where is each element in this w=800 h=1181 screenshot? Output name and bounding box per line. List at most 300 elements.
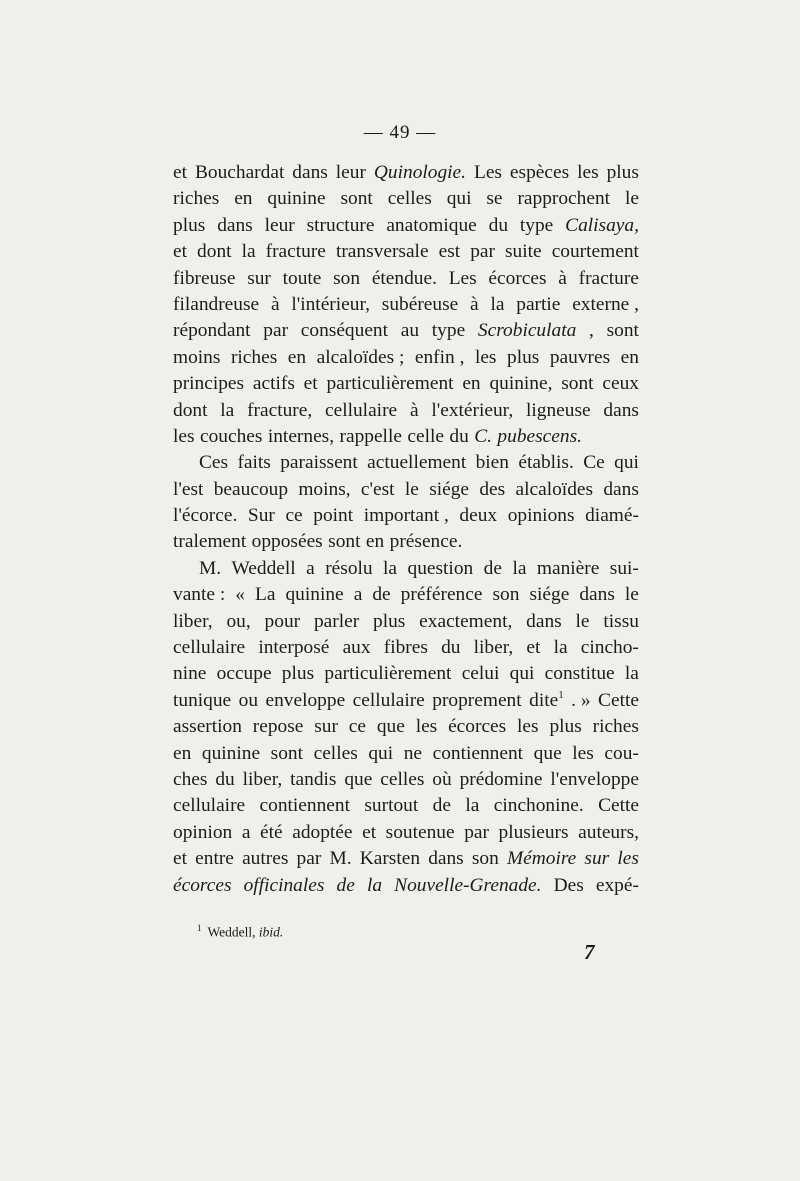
word-text: dans [579, 584, 615, 606]
word [326, 371, 453, 397]
word [484, 556, 502, 582]
word [173, 688, 231, 714]
word [280, 450, 358, 476]
word-text: son [492, 584, 520, 606]
word-text: en [620, 346, 639, 368]
word [362, 820, 376, 846]
word-text: contiennent [259, 795, 350, 817]
word-text: en [365, 531, 385, 553]
word-text: la [624, 663, 639, 685]
word-text: son [333, 267, 361, 289]
word [173, 239, 187, 265]
word [476, 450, 509, 476]
word-text: quinine, [489, 373, 553, 395]
word-text: plus [507, 346, 540, 368]
word-text: le [575, 610, 590, 632]
footnote [197, 919, 283, 942]
word-text: La [255, 584, 276, 606]
word [366, 529, 384, 555]
word-text: Karsten [359, 848, 421, 870]
word-text: actuellement [367, 452, 467, 474]
word [242, 239, 256, 265]
word-text: liber, [173, 610, 213, 632]
word-text: que [533, 742, 562, 764]
word [552, 239, 639, 265]
word-text: leur [264, 214, 295, 236]
word-text: prédomine [459, 768, 543, 790]
text-line [173, 239, 639, 265]
word [470, 292, 479, 318]
word-text: qui [446, 188, 472, 210]
word [173, 582, 225, 608]
text-line [173, 450, 639, 476]
word-text: riches [230, 346, 278, 368]
word [173, 345, 220, 371]
word [410, 398, 419, 424]
word-text: à [470, 293, 479, 315]
word [517, 714, 539, 740]
word-text: résolu [325, 557, 373, 579]
word [488, 266, 546, 292]
word [364, 503, 449, 529]
word-text: par [464, 821, 489, 843]
word-text: plus [173, 214, 206, 236]
word [199, 450, 228, 476]
word-text: en [462, 373, 481, 395]
word-text: et [362, 821, 377, 843]
word [408, 556, 474, 582]
word-text: M. [329, 848, 352, 870]
word-text: par [263, 320, 289, 342]
text-line [173, 767, 639, 793]
word [173, 529, 246, 555]
word-text: riches [592, 716, 639, 738]
word [517, 186, 610, 212]
text-line [173, 582, 639, 608]
word [614, 450, 639, 476]
word-text: dans [428, 848, 464, 870]
word [173, 609, 213, 635]
word-text: été [260, 821, 283, 843]
word [244, 873, 325, 899]
word-text: rappelle [339, 425, 402, 447]
word-text: Des [553, 874, 584, 896]
word-text: Quinologie. [373, 162, 467, 183]
word-text: fracture, [247, 399, 313, 421]
word [550, 345, 610, 371]
word [579, 582, 615, 608]
word-text: entre [195, 848, 234, 870]
word [489, 371, 552, 397]
word [173, 846, 187, 872]
word [197, 239, 231, 265]
word-text: où [432, 768, 452, 790]
word-text: l'extérieur, [431, 399, 514, 421]
word-text: cellulaire [352, 689, 425, 711]
word-text: contiennent [432, 742, 524, 764]
word-text: du [441, 637, 461, 659]
word-text: se [486, 188, 503, 210]
word-text: à [558, 267, 567, 289]
word [292, 160, 328, 186]
word [313, 503, 353, 529]
word-text: celui [461, 663, 500, 685]
word-text: répondant [173, 320, 251, 342]
word [518, 450, 573, 476]
word-text: expé- [595, 874, 639, 896]
word-text: particulièrement [324, 663, 452, 685]
word [202, 741, 260, 767]
word [234, 186, 252, 212]
word-text: tandis [290, 768, 337, 790]
word [237, 450, 270, 476]
word [401, 318, 419, 344]
word [499, 820, 569, 846]
word-text: la [490, 293, 505, 315]
word [325, 556, 372, 582]
word-text: et [526, 637, 541, 659]
word: dite1 [529, 688, 564, 714]
word-text: Cette [598, 689, 639, 711]
word [507, 345, 539, 371]
word-text: proprement [432, 689, 522, 711]
text-line [173, 741, 639, 767]
text-line [173, 609, 639, 635]
text-line [173, 345, 639, 371]
word [307, 213, 375, 239]
word-text: Ces [199, 452, 229, 474]
word [583, 450, 605, 476]
word-text: Cette [598, 795, 639, 817]
word-text: adoptée [292, 821, 353, 843]
text-line [173, 661, 639, 687]
signature-mark: 7 [584, 940, 595, 964]
word [173, 741, 191, 767]
word [271, 741, 303, 767]
word-text: dont [197, 241, 232, 263]
word [285, 582, 343, 608]
word-text: leur [335, 162, 366, 183]
word [235, 582, 245, 608]
word-text: la [383, 557, 398, 579]
word [465, 793, 479, 819]
word [508, 503, 575, 529]
word [377, 714, 405, 740]
word-text: et [173, 241, 187, 263]
word [625, 582, 639, 608]
word [253, 371, 295, 397]
word-text: diamé- [585, 505, 639, 527]
word [478, 318, 576, 344]
word [479, 477, 505, 503]
word [297, 846, 322, 872]
word [260, 820, 283, 846]
word [577, 160, 599, 186]
word [173, 266, 235, 292]
word-text: sur [314, 716, 338, 738]
word [336, 239, 429, 265]
word [526, 609, 562, 635]
word [260, 793, 350, 819]
word [267, 186, 325, 212]
word [610, 556, 639, 582]
word-text: plus [373, 610, 406, 632]
word [292, 820, 352, 846]
word-text: sont [561, 373, 594, 395]
word-text: Mémoire [506, 848, 577, 870]
word-text: tunique [173, 689, 232, 711]
word [470, 239, 495, 265]
word-text: surtout [364, 795, 419, 817]
word [596, 873, 639, 899]
word-text: moins, [298, 478, 351, 500]
word [383, 556, 397, 582]
word [317, 345, 405, 371]
word-text: dans [526, 610, 562, 632]
word-text: cou- [604, 742, 639, 764]
text-line [173, 398, 639, 424]
word-text: qui [614, 452, 639, 474]
word [497, 424, 582, 450]
word-text: étendue. [371, 267, 437, 289]
word [625, 661, 639, 687]
word-text: fibreuse [173, 267, 236, 289]
word [490, 292, 504, 318]
word-text: et [173, 162, 187, 183]
word [242, 820, 251, 846]
word-text: dont [173, 399, 208, 421]
word-text: transversale [335, 241, 429, 263]
word [232, 556, 296, 582]
word-text: conséquent [300, 320, 389, 342]
word [380, 767, 424, 793]
word-text: Sur [247, 505, 275, 527]
word-text: type [431, 320, 466, 342]
word [364, 793, 418, 819]
word-text: externe , [572, 293, 639, 315]
word [354, 582, 363, 608]
word-text: de [483, 557, 502, 579]
word [173, 503, 237, 529]
word-text: ches [173, 768, 208, 790]
word-text: à [270, 293, 280, 315]
body-text [173, 160, 639, 899]
word-text: les [572, 742, 594, 764]
word-text: le [624, 188, 639, 210]
word-text: et [173, 848, 187, 870]
word [367, 873, 382, 899]
word-text: C. [474, 425, 492, 447]
word [617, 846, 639, 872]
word [173, 424, 195, 450]
word [173, 160, 187, 186]
word-text: et [303, 373, 318, 395]
word [247, 398, 312, 424]
word-text: parler [313, 610, 360, 632]
word-text: la [366, 874, 383, 896]
word [173, 767, 207, 793]
word-text: sui- [609, 557, 639, 579]
text-line [173, 846, 639, 872]
word-text: du [449, 425, 469, 447]
word [486, 186, 502, 212]
word-text: partie [516, 293, 561, 315]
word-text: auteurs, [578, 821, 639, 843]
word [449, 424, 468, 450]
word-text: que [344, 768, 373, 790]
word [439, 239, 461, 265]
word-text: courtement [551, 241, 639, 263]
word-text: l'intérieur, [291, 293, 370, 315]
word [510, 160, 569, 186]
word-text: sur [584, 848, 610, 870]
word-text: deux [459, 505, 498, 527]
word-text: riches [173, 188, 220, 210]
word-text: subéreuse [381, 293, 459, 315]
word-text: l'est [173, 478, 204, 500]
word [214, 477, 288, 503]
word [537, 556, 599, 582]
word [372, 582, 390, 608]
word-text: dans [217, 214, 253, 236]
word-text: quinine [285, 584, 344, 606]
word [401, 582, 483, 608]
word [329, 846, 351, 872]
word-text: autres [242, 848, 289, 870]
text-line [173, 873, 639, 899]
text-line [173, 503, 639, 529]
word [432, 767, 451, 793]
word-text: important , [363, 505, 449, 527]
word [462, 661, 500, 687]
word-text: les [617, 848, 639, 870]
word [604, 741, 638, 767]
word-text: l'écorce. [173, 505, 238, 527]
word-text: constitue [544, 663, 615, 685]
word-text: la [220, 399, 235, 421]
word [516, 477, 594, 503]
word [475, 345, 497, 371]
word [268, 424, 334, 450]
word [534, 741, 562, 767]
word-text: a [353, 584, 363, 606]
word [494, 793, 584, 819]
word-text: ne [403, 742, 423, 764]
word [572, 741, 594, 767]
word [361, 477, 395, 503]
word [336, 160, 366, 186]
word [572, 292, 639, 318]
word-text: dite [529, 689, 559, 711]
word-text: préférence [400, 584, 483, 606]
word-text: sont [270, 742, 303, 764]
word-text: celles [313, 742, 358, 764]
word [526, 398, 591, 424]
word [589, 318, 594, 344]
word-text: Nouvelle-Grenade. [394, 874, 542, 896]
word-text: vante : [173, 584, 226, 606]
word [243, 767, 283, 793]
word-text: a [306, 557, 315, 579]
word-text: la [465, 795, 480, 817]
word-text: la [241, 241, 256, 263]
word [512, 556, 526, 582]
word-text: structure [306, 214, 375, 236]
word [298, 477, 350, 503]
text-line [173, 318, 639, 344]
word [314, 714, 338, 740]
word-text: de [336, 874, 355, 896]
word [507, 846, 576, 872]
word-text: faits [237, 452, 271, 474]
word-text: pubescens. [497, 425, 582, 447]
word [386, 213, 476, 239]
word [607, 318, 639, 344]
word [405, 477, 419, 503]
word [173, 661, 206, 687]
word [271, 292, 280, 318]
word-text: celle [407, 425, 444, 447]
word-text: quinine [201, 742, 261, 764]
word-text: Les [448, 267, 477, 289]
word [384, 635, 428, 661]
word-text: M. [199, 557, 222, 579]
word-text: ce [285, 505, 303, 527]
word-text: sont [606, 320, 639, 342]
word [429, 477, 469, 503]
word [301, 318, 388, 344]
word [386, 820, 455, 846]
word-text: tissu [603, 610, 639, 632]
word [288, 345, 306, 371]
word [374, 160, 466, 186]
text-line [173, 529, 639, 555]
word-text: couches [199, 425, 263, 447]
footnote-text: Weddell, [207, 924, 256, 940]
word [493, 582, 520, 608]
word-text: Weddell [231, 557, 296, 579]
word-text: actifs [252, 373, 295, 395]
word-text: la [553, 637, 568, 659]
word-text: paraissent [280, 452, 358, 474]
word [607, 160, 639, 186]
word-text: tralement [173, 531, 247, 553]
word [581, 635, 639, 661]
word [173, 793, 245, 819]
word [173, 213, 205, 239]
word [173, 820, 232, 846]
word [199, 556, 221, 582]
word-text: ou, [226, 610, 251, 632]
word-text: siége [429, 478, 470, 500]
word [226, 609, 250, 635]
word [265, 213, 295, 239]
word-text: en [234, 188, 253, 210]
word [195, 846, 234, 872]
word-text: fibres [383, 637, 428, 659]
word [516, 292, 560, 318]
word-text: aux [342, 637, 371, 659]
word [545, 661, 615, 687]
word-text: écorces [173, 874, 232, 896]
word [367, 450, 466, 476]
word [333, 266, 360, 292]
word-text: point [313, 505, 354, 527]
word-text: de [372, 584, 391, 606]
word [173, 186, 219, 212]
text-line [173, 820, 639, 846]
word [372, 266, 437, 292]
